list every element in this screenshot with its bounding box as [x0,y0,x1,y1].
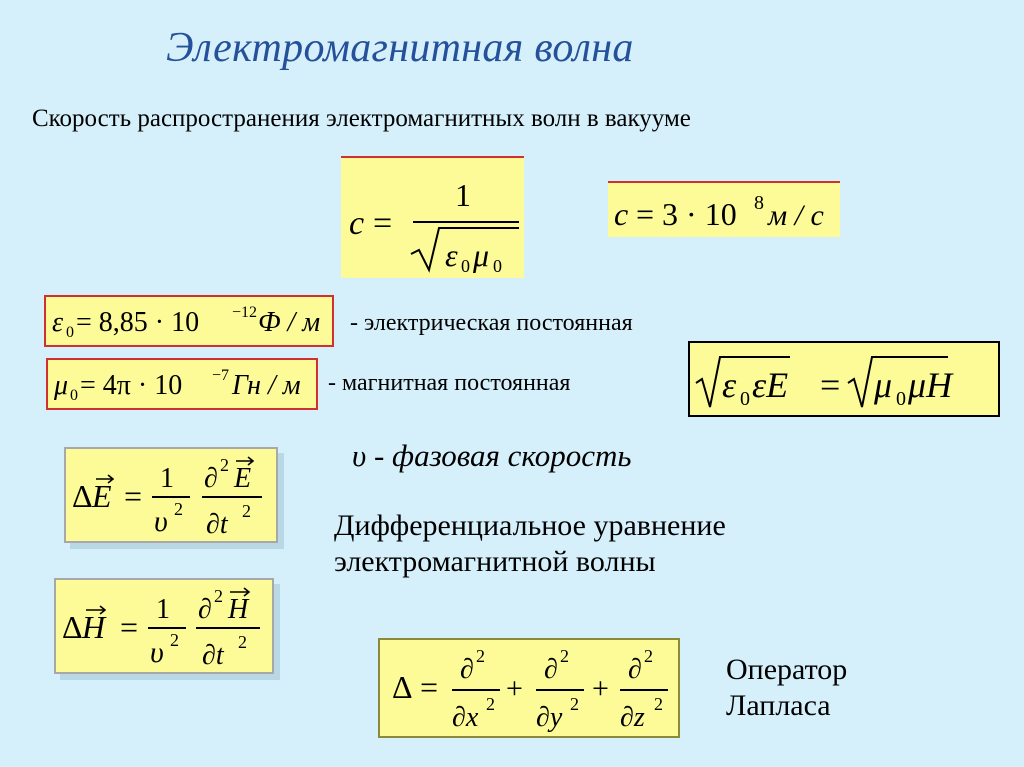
waveE-dt: ∂t [206,509,228,540]
epsilon-box [44,295,334,347]
laplace-label [726,652,847,724]
epsilon0-unit: Ф / м [258,307,321,338]
laplace-line1: Оператор [726,653,848,686]
rel-mu0: μ [874,365,893,405]
lap-dy: ∂y [536,702,563,733]
waveE-d: ∂ [204,463,218,494]
lap-dz-exp: 2 [654,694,663,714]
lap-d2: ∂ [544,654,558,685]
diff-eq-line1: Дифференциальное уравнение [334,509,726,542]
rel-equals: = [820,365,841,405]
lap-eq: = [420,669,439,705]
lap-d1: ∂ [460,654,474,685]
waveE-one: 1 [160,463,174,494]
c-symbol-2: c [614,196,629,232]
diff-eq-line2: электромагнитной волны [334,545,656,578]
mu-symbol: μ [473,237,490,273]
lap-d1-exp: 2 [476,646,485,666]
waveH-d: ∂ [198,594,212,625]
speed-exp: 8 [754,192,764,214]
waveE-dt-exp: 2 [242,501,251,521]
wave-eq-h [56,580,272,672]
epsilon-symbol: ε [445,237,458,273]
epsilon-formula [46,297,332,345]
lap-delta: Δ [392,669,413,705]
epsilon0-value: = 8,85 · 10 [76,307,200,338]
waveH-v-exp: 2 [170,630,179,650]
numerator-one: 1 [455,177,471,213]
waveE-d-exp: 2 [220,455,229,475]
waveH-delta: Δ [62,609,83,645]
speed-formula [341,158,524,278]
phase-velocity-label [352,438,632,474]
lap-plus2: + [592,672,609,705]
mu-sub: 0 [493,256,502,276]
rel-rhs-rest: μH [908,365,953,405]
waveE-E: E [92,478,112,514]
waveH-d-exp: 2 [214,586,223,606]
lap-dz: ∂z [620,702,645,733]
subtitle: Скорость распространения электромагнитных волн в вакууме [32,105,691,132]
lap-dx: ∂x [452,702,479,733]
page-title: Электромагнитная волна [166,25,634,71]
laplace-box [378,638,680,738]
wave-eq-e [66,449,276,541]
lap-dy-exp: 2 [570,694,579,714]
waveE-delta: Δ [72,478,93,514]
lap-plus1: + [506,672,523,705]
waveE-eq: = [124,478,143,514]
waveH-H: H [82,609,106,645]
phase-text: - фазовая скорость [366,438,632,473]
mu-box [46,358,318,410]
lap-d2-exp: 2 [560,646,569,666]
mu0-unit: Гн / м [232,370,301,401]
mu0-symbol: μ [54,370,69,401]
epsilon-sub: 0 [461,256,470,276]
waveH-eq: = [120,609,139,645]
laplace-formula [380,640,678,736]
speed-value-number: = 3 · 10 [636,196,737,232]
diff-eq-label [334,508,726,580]
field-relation-box [688,341,1000,417]
waveH-dt: ∂t [202,640,224,671]
mu-formula [48,360,316,408]
phase-symbol: υ [352,438,367,473]
epsilon0-exp: −12 [232,304,258,321]
wave-eq-h-box [54,578,274,674]
rel-lhs-rest: εE [752,365,789,405]
rel-epsilon0-sub: 0 [740,388,750,410]
waveH-dt-exp: 2 [238,632,247,652]
waveH-H2: H [228,594,249,625]
lap-dx-exp: 2 [486,694,495,714]
rel-epsilon0: ε [722,365,737,405]
laplace-line2: Лапласа [726,689,831,722]
mu0-value: = 4π · 10 [80,370,183,401]
waveE-E2: E [234,463,252,494]
speed-value-box [608,181,840,237]
magnetic-constant-label: - магнитная постоянная [328,370,571,396]
epsilon0-sub: 0 [66,324,74,341]
rel-mu0-sub: 0 [896,388,906,410]
speed-unit: м / c [768,199,824,232]
speed-value [608,183,840,237]
mu0-exp: −7 [212,367,230,384]
epsilon0-symbol: ε [52,307,64,338]
waveH-v: υ [150,636,164,669]
electric-constant-label: - электрическая постоянная [350,310,633,336]
waveE-v: υ [154,505,168,538]
mu0-sub: 0 [70,387,78,404]
wave-eq-e-box [64,447,278,543]
lap-d3-exp: 2 [644,646,653,666]
speed-formula-box [341,156,524,278]
waveH-one: 1 [156,594,170,625]
equals-sign: = [373,205,393,242]
c-symbol: c [349,205,365,242]
lap-d3: ∂ [628,654,642,685]
waveE-v-exp: 2 [174,499,183,519]
field-relation [690,343,998,415]
